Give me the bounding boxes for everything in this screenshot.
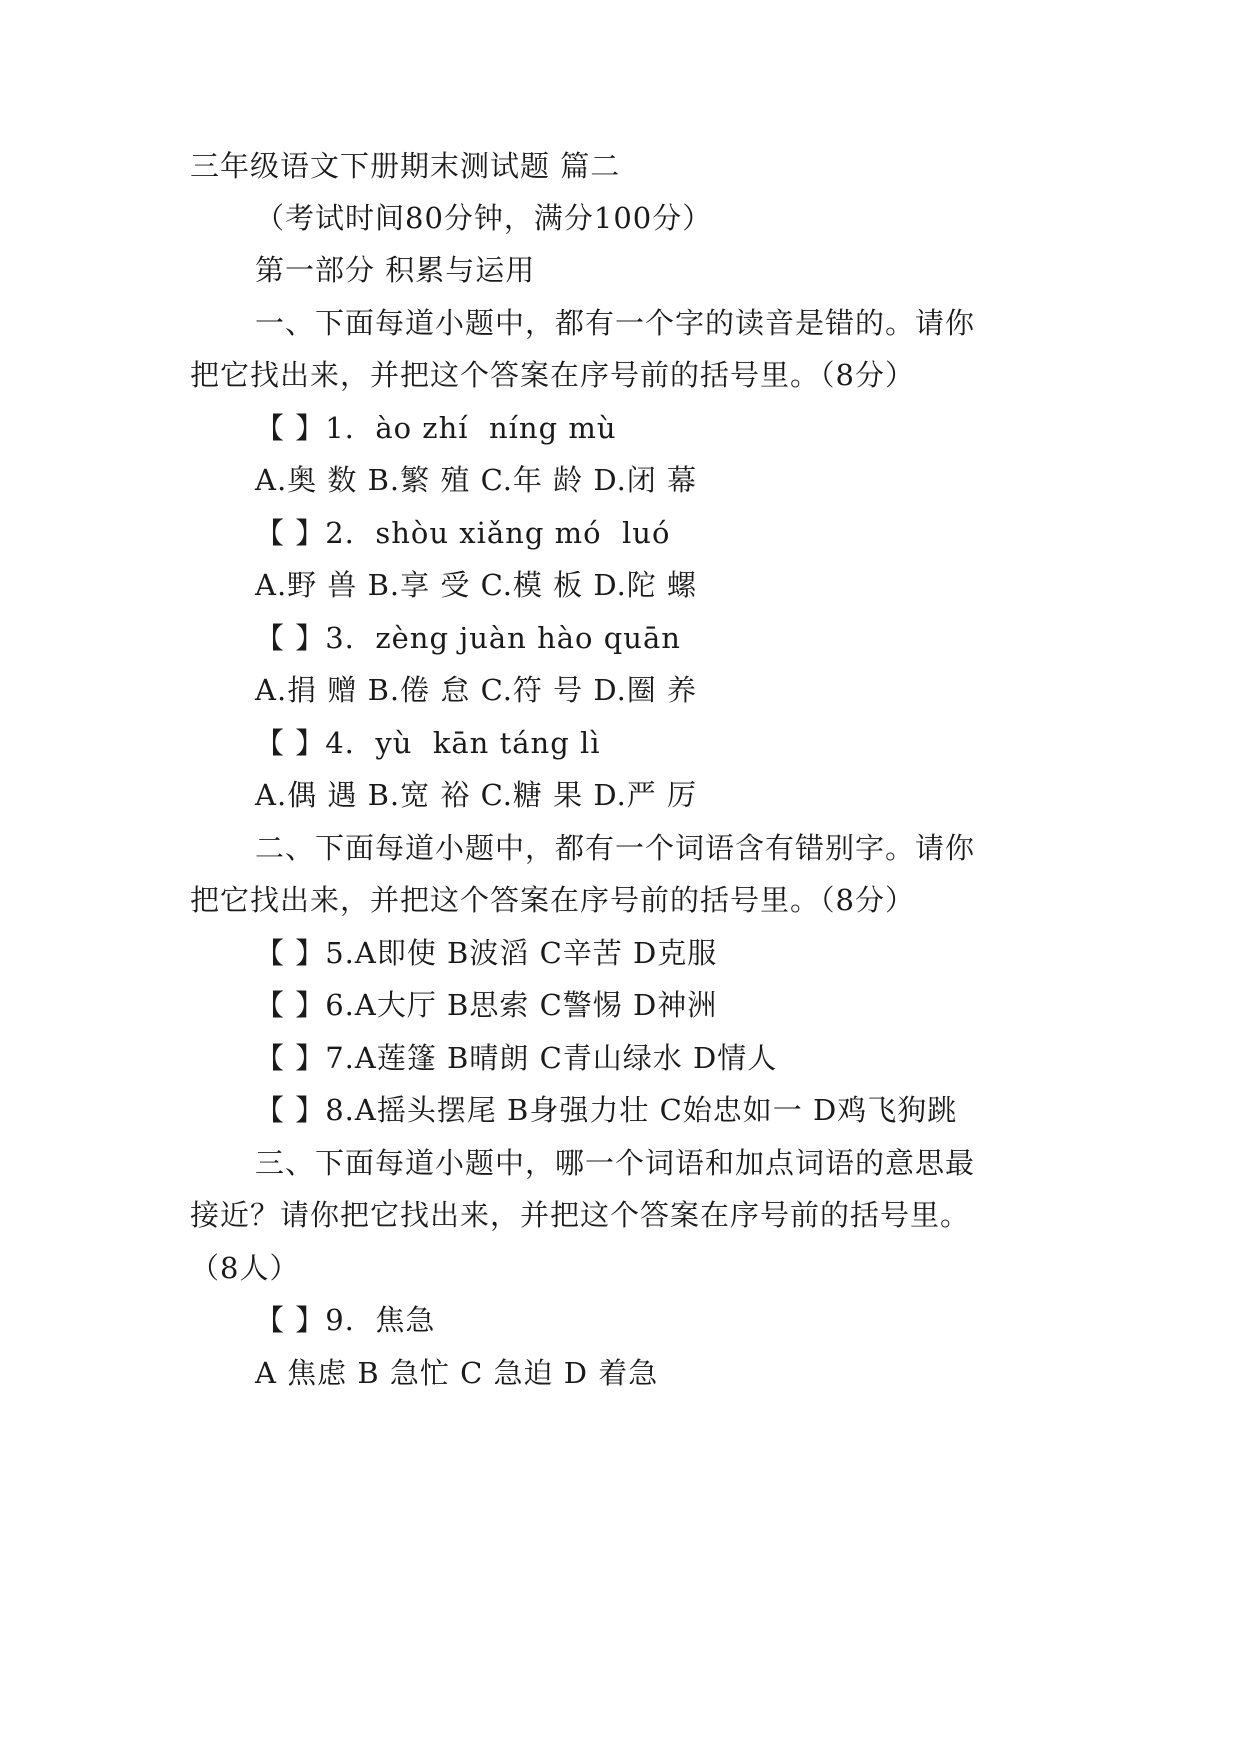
question-4-stem: 【 】4. yù kān táng lì [255,726,601,760]
question-8: 【 】8.A摇头摆尾 B身强力壮 C始忠如一 D鸡飞狗跳 [255,1093,958,1127]
section-one-instruction: 一、下面每道小题中，都有一个字的读音是错的。请你 [255,306,976,340]
question-9-stem: 【 】9. 焦急 [255,1303,436,1337]
question-9-options: A 焦虑 B 急忙 C 急迫 D 着急 [255,1356,659,1390]
section-three-instruction-continued: 接近？请你把它找出来，并把这个答案在序号前的括号里。 [190,1198,971,1232]
question-3-stem: 【 】3. zèng juàn hào quān [255,621,681,655]
question-5: 【 】5.A即使 B波滔 C辛苦 D克服 [255,936,718,970]
part-one-heading: 第一部分 积累与运用 [255,253,536,287]
question-1-options: A.奥 数 B.繁 殖 C.年 龄 D.闭 幕 [255,463,698,497]
question-1-stem: 【 】1. ào zhí níng mù [255,411,617,445]
question-3-options: A.捐 赠 B.倦 怠 C.符 号 D.圈 养 [255,673,698,707]
question-4-options: A.偶 遇 B.宽 裕 C.糖 果 D.严 厉 [255,778,698,812]
question-2-options: A.野 兽 B.享 受 C.模 板 D.陀 螺 [255,568,698,602]
section-one-instruction-continued: 把它找出来，并把这个答案在序号前的括号里。（8分） [190,358,915,392]
exam-info: （考试时间80分钟，满分100分） [255,201,713,235]
section-two-instruction-continued: 把它找出来，并把这个答案在序号前的括号里。（8分） [190,883,915,917]
question-6: 【 】6.A大厅 B思索 C警惕 D神洲 [255,988,718,1022]
section-two-instruction: 二、下面每道小题中，都有一个词语含有错别字。请你 [255,831,976,865]
section-three-instruction: 三、下面每道小题中，哪一个词语和加点词语的意思最 [255,1146,976,1180]
section-three-points: （8人） [190,1251,300,1285]
question-7: 【 】7.A莲篷 B晴朗 C青山绿水 D情人 [255,1041,778,1075]
question-2-stem: 【 】2. shòu xiǎng mó luó [255,516,671,550]
document-title: 三年级语文下册期末测试题 篇二 [190,149,621,183]
